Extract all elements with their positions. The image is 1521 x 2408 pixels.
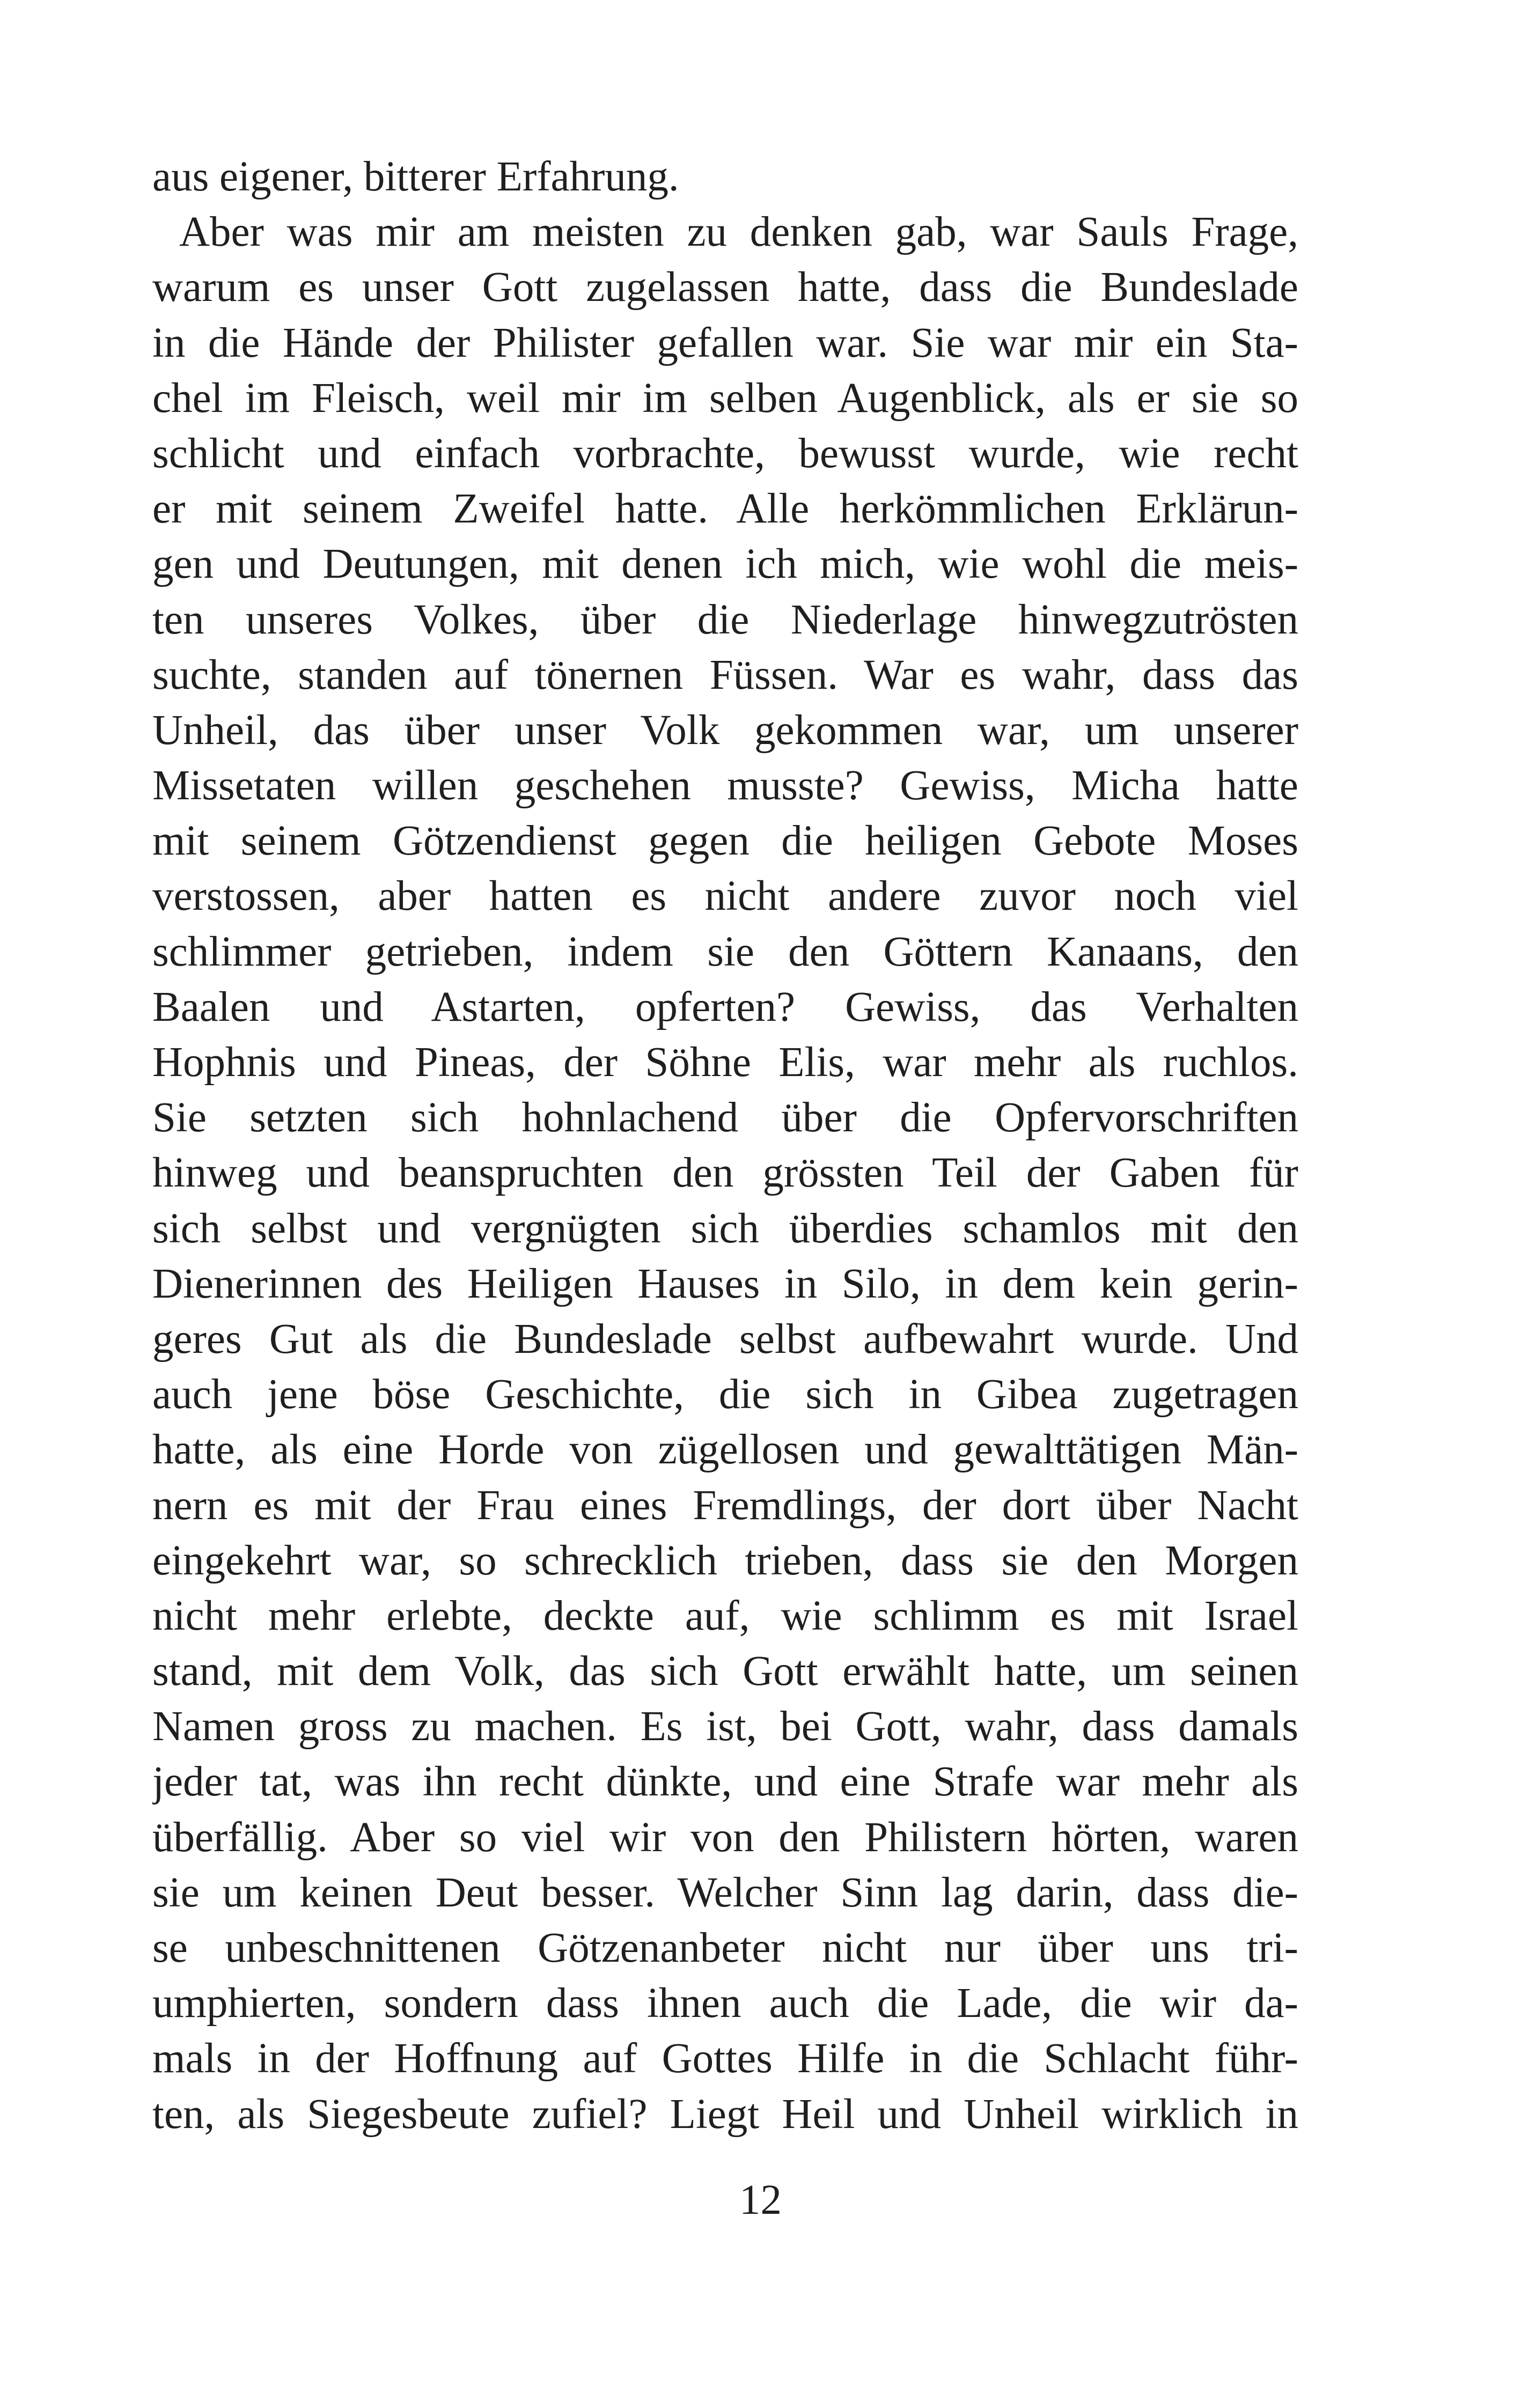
text-line: suchte, standen auf tönernen Füssen. War es wahr, dass das xyxy=(152,651,1298,698)
text-line: Missetaten willen geschehen musste? Gewiss, Micha hatte xyxy=(152,762,1298,809)
text-line: in die Hände der Philister gefallen war. Sie war mir ein Sta- xyxy=(152,319,1298,366)
text-line: stand, mit dem Volk, das sich Gott erwählt hatte, um seinen xyxy=(152,1648,1298,1695)
text-line: Baalen und Astarten, opferten? Gewiss, das Verhalten xyxy=(152,983,1298,1030)
text-line: Hophnis und Pineas, der Söhne Elis, war mehr als ruchlos. xyxy=(152,1039,1298,1086)
text-line: Namen gross zu machen. Es ist, bei Gott, wahr, dass damals xyxy=(152,1703,1298,1750)
text-line: sie um keinen Deut besser. Welcher Sinn lag darin, dass die- xyxy=(152,1869,1298,1916)
text-line: Sie setzten sich hohnlachend über die Opfervorschriften xyxy=(152,1094,1298,1142)
text-line: gen und Deutungen, mit denen ich mich, wie wohl die meis- xyxy=(152,541,1298,588)
text-line: sich selbst und vergnügten sich überdies schamlos mit den xyxy=(152,1205,1298,1252)
text-line: Aber was mir am meisten zu denken gab, war Sauls Frage, xyxy=(179,209,1298,256)
text-line: aus eigener, bitterer Erfahrung. xyxy=(152,153,679,200)
text-line: er mit seinem Zweifel hatte. Alle herkömmlichen Erklärun- xyxy=(152,485,1298,533)
text-line: Dienerinnen des Heiligen Hauses in Silo, in dem kein gerin- xyxy=(152,1260,1298,1307)
text-line: hinweg und beanspruchten den grössten Teil der Gaben für xyxy=(152,1150,1298,1197)
text-line: verstossen, aber hatten es nicht andere zuvor noch viel xyxy=(152,873,1298,920)
text-line: chel im Fleisch, weil mir im selben Augenblick, als er sie so xyxy=(152,374,1298,422)
text-line: mals in der Hoffnung auf Gottes Hilfe in die Schlacht führ- xyxy=(152,2035,1298,2082)
text-line: hatte, als eine Horde von zügellosen und gewalttätigen Män- xyxy=(152,1426,1298,1474)
text-line: nicht mehr erlebte, deckte auf, wie schlimm es mit Israel xyxy=(152,1592,1298,1639)
text-line: mit seinem Götzendienst gegen die heiligen Gebote Moses xyxy=(152,818,1298,865)
text-line: umphierten, sondern dass ihnen auch die Lade, die wir da- xyxy=(152,1980,1298,2027)
body-text xyxy=(152,149,1298,2142)
text-line: warum es unser Gott zugelassen hatte, dass die Bundeslade xyxy=(152,264,1298,311)
text-line: nern es mit der Frau eines Fremdlings, der dort über Nacht xyxy=(152,1482,1298,1529)
text-line: ten, als Siegesbeute zufiel? Liegt Heil und Unheil wirklich in xyxy=(152,2090,1298,2138)
text-line: schlimmer getrieben, indem sie den Göttern Kanaans, den xyxy=(152,928,1298,975)
page-number: 12 xyxy=(739,2177,782,2223)
text-line: se unbeschnittenen Götzenanbeter nicht nur über uns tri- xyxy=(152,1925,1298,1971)
text-line: geres Gut als die Bundeslade selbst aufbewahrt wurde. Und xyxy=(152,1315,1298,1363)
text-line: überfällig. Aber so viel wir von den Philistern hörten, waren xyxy=(152,1814,1298,1861)
text-line: schlicht und einfach vorbrachte, bewusst wurde, wie recht xyxy=(152,430,1298,477)
text-line: ten unseres Volkes, über die Niederlage hinwegzutrösten xyxy=(152,596,1298,643)
text-line: Unheil, das über unser Volk gekommen war, um unserer xyxy=(152,706,1298,754)
text-line: jeder tat, was ihn recht dünkte, und eine Strafe war mehr als xyxy=(152,1758,1298,1806)
text-line: auch jene böse Geschichte, die sich in Gibea zugetragen xyxy=(152,1371,1298,1418)
text-line: eingekehrt war, so schrecklich trieben, dass sie den Morgen xyxy=(152,1537,1298,1584)
